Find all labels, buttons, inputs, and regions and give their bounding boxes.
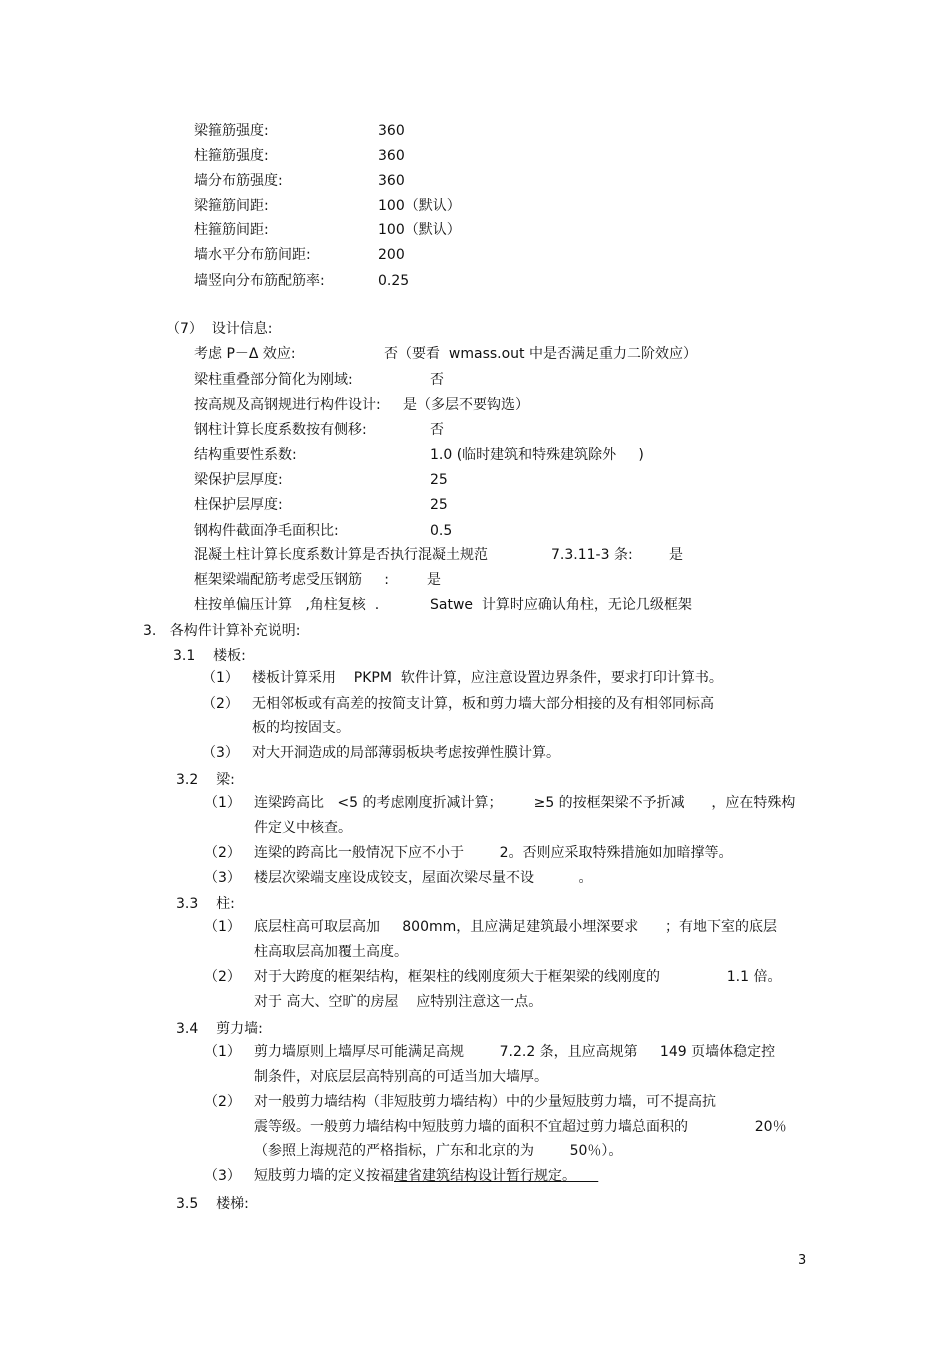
list-number: （3） [204,1168,241,1184]
design-label: 梁柱重叠部分简化为刚域: [194,372,353,388]
list-text [254,1167,598,1185]
list-text: 件定义中核查。 [254,820,352,836]
list-number: （3） [202,745,239,761]
design-info-heading: （7） 设计信息: [166,321,273,337]
section-3-2-heading: 3.2 梁: [176,772,235,788]
list-number: （1） [204,919,241,935]
list-text: 无相邻板或有高差的按简支计算，板和剪力墙大部分相接的及有相邻同标高 [252,696,714,712]
section-3-1-heading: 3.1 楼板: [173,648,246,664]
section-3-3-heading: 3.3 柱: [176,896,235,912]
section-3-4-heading: 3.4 剪力墙: [176,1021,263,1037]
section-3-5-heading: 3.5 楼梯: [176,1196,249,1212]
design-value: 否 [430,422,444,438]
param-value: 360 [378,123,405,139]
design-label: 结构重要性系数: [194,447,297,463]
list-number: （2） [202,696,239,712]
param-label: 柱箍筋间距: [194,222,269,238]
design-value: 25 [430,497,448,513]
list-number: （2） [204,845,241,861]
list-text: 柱高取层高加覆土高度。 [254,944,408,960]
page-number: 3 [798,1253,807,1268]
list-text: 剪力墙原则上墙厚尽可能满足高规 7.2.2 条，且应高规第 149 页墙体稳定控 [254,1044,776,1060]
list-text: 对于 高大、空旷的房屋 应特别注意这一点。 [254,994,543,1010]
design-label: 框架梁端配筋考虑受压钢筋 : [194,572,389,588]
param-value: 0.25 [378,273,410,289]
underlined-text: 建省建筑结构设计暂行规定。 [394,1168,599,1184]
list-text: 连梁的跨高比一般情况下应不小于 2。否则应采取特殊措施如加暗撑等。 [254,845,733,861]
param-value: 360 [378,173,405,189]
design-label: 考虑 P－Δ 效应: [194,346,296,362]
param-value: 200 [378,247,405,263]
design-value: Satwe 计算时应确认角柱，无论几级框架 [430,597,692,613]
param-label: 柱箍筋强度: [194,148,269,164]
list-text: 板的均按固支。 [252,720,350,736]
design-value: 否（要看 wmass.out 中是否满足重力二阶效应） [384,346,697,362]
list-text: 连梁跨高比 <5 的考虑刚度折减计算； ≥5 的按框架梁不予折减 ，应在特殊构 [254,795,796,811]
list-text: 对于大跨度的框架结构，框架柱的线刚度须大于框架梁的线刚度的 1.1 倍。 [254,969,782,985]
param-value: 360 [378,148,405,164]
param-label: 梁箍筋强度: [194,123,269,139]
list-number: （3） [204,870,241,886]
design-value: 否 [430,372,444,388]
design-value: 是（多层不要钩选） [403,397,529,413]
list-text: 底层柱高可取层高加 800mm，且应满足建筑最小埋深要求 ；有地下室的底层 [254,919,777,935]
section-3-heading: 3. 各构件计算补充说明: [143,623,301,639]
design-label: 钢柱计算长度系数按有侧移: [194,422,367,438]
list-text: 对大开洞造成的局部薄弱板块考虑按弹性膜计算。 [252,745,560,761]
design-label: 柱按单偏压计算 ,角柱复核 . [194,597,380,613]
param-value: 100（默认） [378,198,461,214]
design-value: 是 [427,572,441,588]
list-text: 楼板计算采用 PKPM 软件计算，应注意设置边界条件，要求打印计算书。 [252,670,723,686]
design-label: 钢构件截面净毛面积比: [194,523,339,539]
list-text-plain: 短肢剪力墙的定义按福 [254,1168,394,1184]
list-number: （1） [204,795,241,811]
design-value: 1.0 (临时建筑和特殊建筑除外 ) [430,447,644,463]
design-value-extra: 是 [669,547,683,563]
param-label: 墙水平分布筋间距: [194,247,311,263]
list-number: （2） [204,969,241,985]
design-label: 梁保护层厚度: [194,472,283,488]
design-label: 按高规及高钢规进行构件设计: [194,397,381,413]
design-value: 7.3.11-3 条: [551,547,633,563]
param-value: 100（默认） [378,222,461,238]
list-text: 制条件，对底层层高特别高的可适当加大墙厚。 [254,1069,548,1085]
design-value: 25 [430,472,448,488]
list-text: 楼层次梁端支座设成铰支，屋面次梁尽量不设 。 [254,870,593,886]
design-label: 混凝土柱计算长度系数计算是否执行混凝土规范 [194,547,488,563]
list-number: （2） [204,1094,241,1110]
list-text: 对一般剪力墙结构（非短肢剪力墙结构）中的少量短肢剪力墙，可不提高抗 [254,1094,716,1110]
list-number: （1） [204,1044,241,1060]
list-text: 震等级。一般剪力墙结构中短肢剪力墙的面积不宜超过剪力墙总面积的 20％ [254,1119,787,1135]
param-label: 墙分布筋强度: [194,173,283,189]
list-number: （1） [202,670,239,686]
design-value: 0.5 [430,523,453,539]
param-label: 墙竖向分布筋配筋率: [194,273,325,289]
design-label: 柱保护层厚度: [194,497,283,513]
list-text: （参照上海规范的严格指标，广东和北京的为 50％）。 [254,1143,623,1159]
param-label: 梁箍筋间距: [194,198,269,214]
